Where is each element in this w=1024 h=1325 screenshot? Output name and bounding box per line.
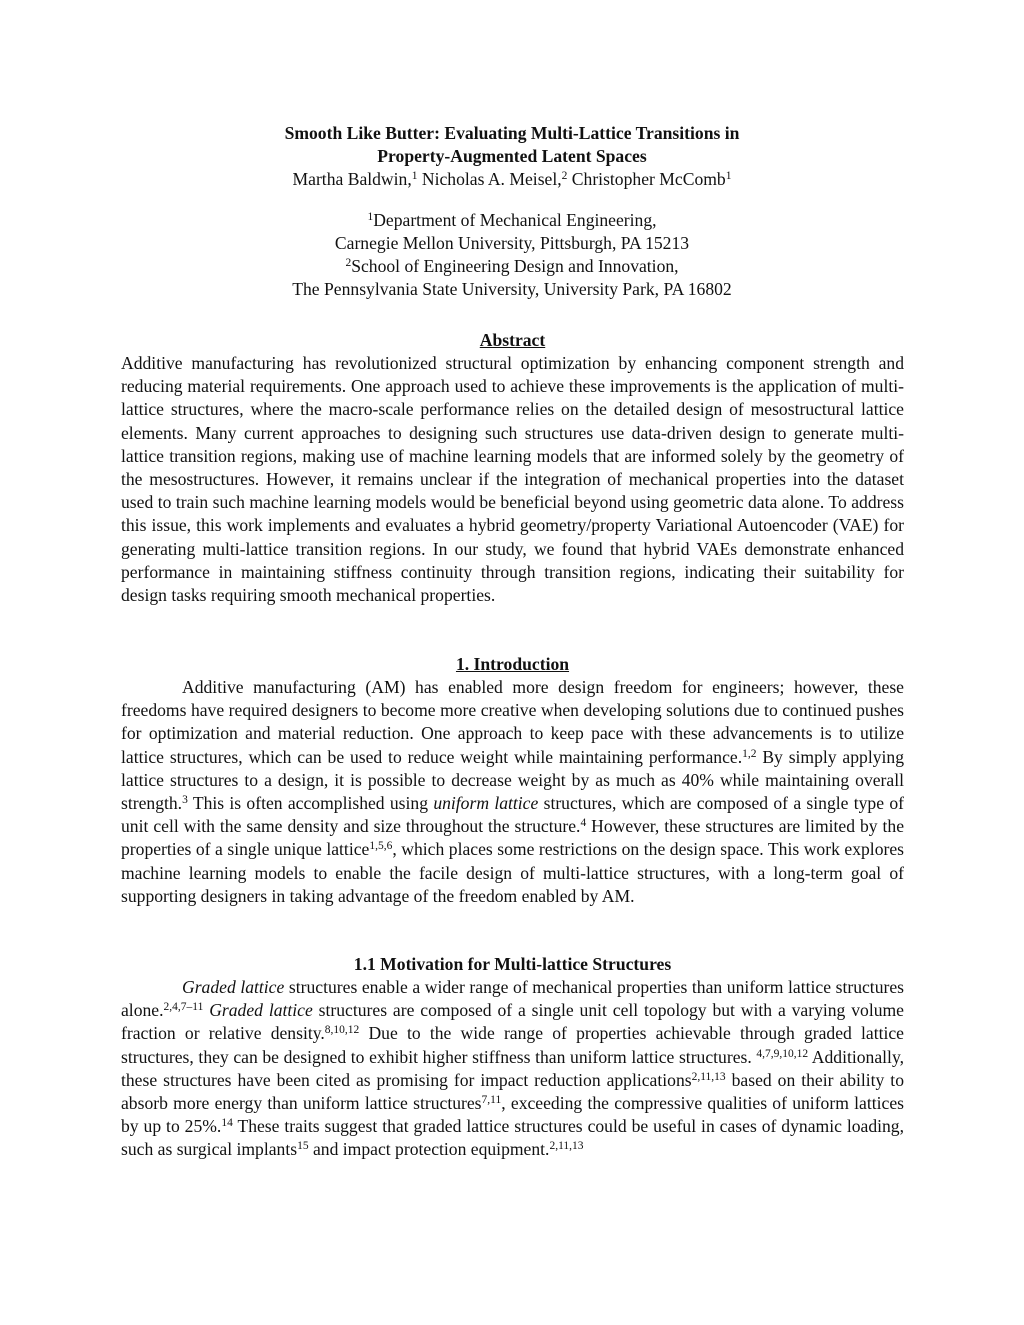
introduction-paragraph (121, 676, 904, 908)
paper-title (120, 122, 904, 168)
motivation-paragraph (121, 976, 904, 1162)
author-name: Martha Baldwin, (292, 169, 412, 189)
abstract-heading-text: Abstract (479, 330, 546, 350)
intro-text: This is often accomplished using (187, 793, 434, 814)
motivation-text: based on their ability to absorb more energy than uniform lattice structures (121, 1069, 904, 1114)
citation-ref: 2,11,13 (549, 1140, 584, 1153)
affiliation-1-line-1 (120, 209, 904, 232)
author-affil-mark: 1 (411, 170, 418, 182)
citation-ref: 14 (221, 1117, 233, 1130)
author-list (120, 168, 904, 191)
motivation-text: , exceeding the compressive qualities of uniform lattices by up to 25%. (121, 1093, 904, 1137)
abstract-heading (121, 329, 904, 352)
affiliation-2-line-2: The Pennsylvania State University, University Park, PA 16802 (292, 279, 732, 299)
citation-ref: 4 (580, 817, 587, 830)
intro-text: structures, which are composed of a single type of unit cell with the same density and size throughout the structure. (121, 793, 904, 837)
motivation-term: Graded lattice (182, 977, 285, 997)
citation-ref: 15 (297, 1140, 309, 1153)
author-name: Nicholas A. Meisel, (417, 169, 562, 189)
motivation-text: Due to the wide range of properties achievable through graded lattice structures, they can be designed to exhibit higher stiffness than uniform lattice structures. (121, 1023, 904, 1067)
abstract-text: Additive manufacturing has revolutionized structural optimization by enhancing component strength and reducing material requirements. One approach used to achieve these improvements is the application of multi-lattice structures, where the macro-scale performance relies on the detailed design of mesostructural lattice elements. Many current approaches to designing such structures use data-driven design to generate multi-lattice transition regions, making use of machine learning models that are informed solely by the geometry of the mesostructures. However, it remains unclear if the integration of mechanical properties into the dataset used to train such machine learning models would be beneficial beyond using geometric data alone. To address this issue, this work implements and evaluates a hybrid geometry/property Variational Autoencoder (VAE) for generating multi-lattice transition regions. In our study, we found that hybrid VAEs demonstrate enhanced performance in maintaining stiffness continuity through transition regions, indicating their suitability for design tasks requiring smooth mechanical properties. (121, 353, 904, 606)
paper-header (120, 122, 904, 301)
citation-ref: 2,4,7–11 (163, 1001, 204, 1014)
citation-ref: 1,5,6 (369, 840, 393, 853)
introduction-heading-text: 1. Introduction (455, 654, 570, 674)
citation-ref: 4,7,9,10,12 (756, 1047, 809, 1060)
motivation-section (121, 953, 904, 1162)
intro-term: uniform lattice (433, 793, 539, 814)
affiliation-1-line-2: Carnegie Mellon University, Pittsburgh, PA 15213 (334, 233, 690, 253)
author-affil-mark: 2 (561, 170, 568, 182)
citation-ref: 1,2 (742, 747, 757, 760)
introduction-section (121, 653, 904, 908)
affiliation-mark: 1 (367, 211, 374, 223)
affiliation-2-line-1 (120, 255, 904, 278)
citation-ref: 3 (182, 794, 188, 807)
title-line-2: Property-Augmented Latent Spaces (377, 146, 647, 166)
author-name: Christopher McComb (567, 169, 726, 189)
author-affil-mark: 1 (725, 170, 732, 182)
motivation-heading: 1.1 Motivation for Multi-lattice Structures (353, 954, 672, 974)
motivation-text: and impact protection equipment. (308, 1139, 550, 1160)
citation-ref: 8,10,12 (324, 1024, 360, 1037)
intro-text: However, these structures are limited by the properties of a single unique lattice (121, 816, 904, 860)
citation-ref: 7,11 (481, 1094, 502, 1107)
motivation-text: structures enable a wider range of mechanical properties than uniform lattice structures alone. (121, 977, 905, 1021)
abstract-section (121, 329, 904, 607)
motivation-term: Graded lattice (209, 1000, 313, 1021)
introduction-heading (121, 653, 904, 676)
affiliations (120, 209, 904, 301)
motivation-text: Additionally, these structures have been cited as promising for impact reduction applications (121, 1046, 904, 1090)
intro-text: Additive manufacturing (AM) has enabled more design freedom for engineers; however, these freedoms have required designers to become more creative when developing solutions due to continued pushes for optimization and material reduction. One approach to keep pace with these advancements is to utilize lattice structures, which can be used to reduce weight while maintaining performance. (121, 677, 904, 767)
motivation-text: These traits suggest that graded lattice structures could be useful in cases of dynamic loading, such as surgical implants (121, 1116, 904, 1160)
intro-text: By simply applying lattice structures to a design, it is possible to decrease weight by as much as 40% while maintaining overall strength. (121, 746, 904, 814)
affiliation-text: School of Engineering Design and Innovation, (351, 256, 679, 276)
motivation-text: structures are composed of a single unit cell topology but with a varying volume fraction or relative density. (121, 1000, 904, 1044)
affiliation-mark: 2 (345, 257, 352, 269)
title-line-1: Smooth Like Butter: Evaluating Multi-Lattice Transitions in (284, 123, 740, 143)
intro-text: , which places some restrictions on the design space. This work explores machine learning models to enable the facile design of multi-lattice structures, with a long-term goal of supporting designers in taking advantage of the freedom enabled by AM. (121, 839, 905, 906)
citation-ref: 2,11,13 (691, 1070, 726, 1083)
affiliation-text: Department of Mechanical Engineering, (373, 210, 657, 230)
